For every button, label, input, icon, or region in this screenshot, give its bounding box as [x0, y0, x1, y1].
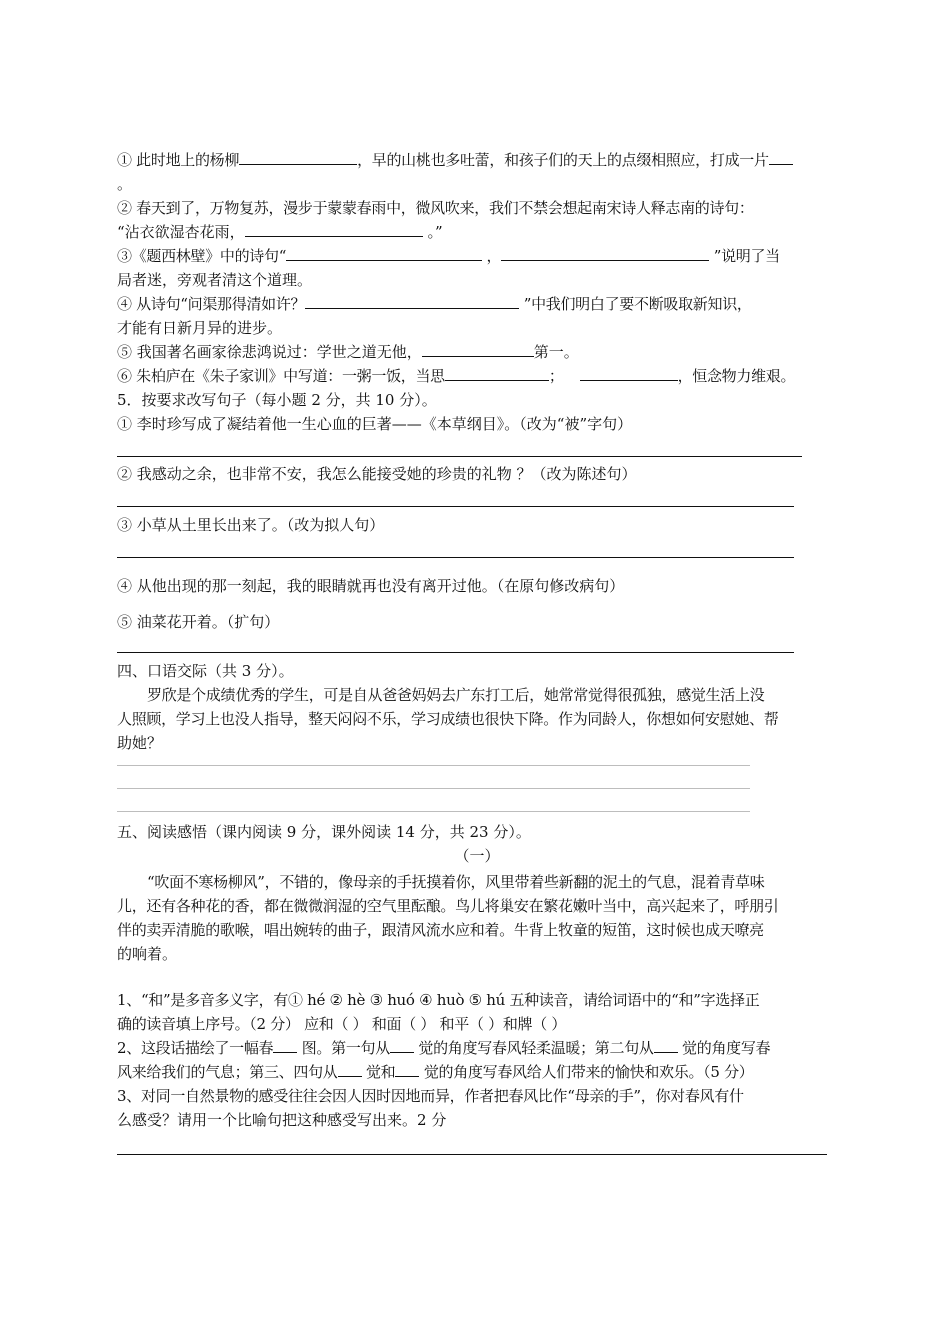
- oral-paragraph-1: 罗欣是个成绩优秀的学生，可是自从爸爸妈妈去广东打工后，她常常觉得很孤独，感觉生活上没: [147, 686, 765, 704]
- answer-line-s2[interactable]: [117, 506, 794, 507]
- reading-paragraph-1: “吹面不寒杨柳风”，不错的，像母亲的手抚摸着你，风里带着些新翻的泥土的气息，混着青草味: [147, 873, 765, 891]
- fill-q2-line-2: [117, 220, 837, 244]
- fill-q6-line: [117, 364, 837, 388]
- fill-q2-end: 。”: [422, 223, 443, 241]
- reading-q2-text-6: 觉和: [361, 1063, 396, 1081]
- blank-q2-poem[interactable]: [245, 222, 423, 237]
- blank-q6-b[interactable]: [580, 366, 678, 381]
- blank-r2-sense-1[interactable]: [390, 1038, 414, 1053]
- oral-answer-line-3[interactable]: [117, 811, 750, 812]
- fill-q3-text-3: 局者迷，旁观者清这个道理。: [117, 271, 313, 289]
- answer-line-s5[interactable]: [117, 652, 794, 653]
- fill-q2-text: ② 春天到了，万物复苏，漫步于蒙蒙春雨中，微风吹来，我们不禁会想起南宋诗人释志南的诗句：: [117, 199, 754, 217]
- fill-q3-line: [117, 244, 837, 268]
- rewrite-s5: ⑤ 油菜花开着。（扩句）: [117, 613, 280, 631]
- reading-q1-line-1: 1、“和”是多音多义字，有① hé ② hè ③ huó ④ huò ⑤ hú 五种读音，请给词语中的“和”字选择正: [117, 991, 760, 1009]
- fill-q1-period: 。: [117, 175, 133, 193]
- reading-section-number: （一）: [454, 847, 500, 865]
- blank-q4-verse[interactable]: [305, 294, 519, 309]
- reading-q2-text-4: 觉的角度写春: [677, 1039, 771, 1057]
- fill-q5-line: [117, 340, 837, 364]
- answer-line-r3[interactable]: [117, 1154, 827, 1155]
- reading-q3-line-2: 么感受？请用一个比喻句把这种感受写出来。2 分: [117, 1111, 447, 1129]
- fill-q3-line-2: [117, 268, 837, 292]
- reading-q2-text-2: 图。第一句从: [297, 1039, 390, 1057]
- reading-q2-line-2: [117, 1060, 837, 1084]
- reading-q2-text-5: 风来给我们的气息；第三、四句从: [117, 1063, 338, 1081]
- fill-q2-line: [117, 196, 837, 220]
- blank-q1-willow[interactable]: [239, 150, 357, 165]
- reading-q2-line-1: [117, 1036, 837, 1060]
- blank-r2-sense-2[interactable]: [654, 1038, 678, 1053]
- reading-paragraph-4: 的响着。: [117, 945, 178, 963]
- fill-q1-text: ① 此时地上的杨柳: [117, 151, 240, 169]
- blank-r2-season[interactable]: [273, 1038, 297, 1053]
- rewrite-s2: ② 我感动之余，也非常不安，我怎么能接受她的珍贵的礼物 ？（改为陈述句）: [117, 465, 637, 483]
- blank-q1-end[interactable]: [769, 150, 793, 165]
- fill-q3-text: ③《题西林壁》中的诗句“: [117, 247, 287, 265]
- fill-q5-text: ⑤ 我国著名画家徐悲鸿说过：学世之道无他，: [117, 343, 422, 361]
- fill-q6-text: ⑥ 朱柏庐在《朱子家训》中写道：一粥一饭，当思: [117, 367, 445, 385]
- reading-paragraph-2: 儿，还有各种花的香，都在微微润湿的空气里酝酿。鸟儿将巢安在繁花嫩叶当中，高兴起来了，呼朋引: [117, 897, 779, 915]
- reading-q3-line-1: 3、对同一自然景物的感受往往会因人因时因地而异，作者把春风比作“母亲的手”，你对春风有什: [117, 1087, 744, 1105]
- reading-q2-text-7: 觉的角度写春风给人们带来的愉快和欢乐。（5 分）: [419, 1063, 754, 1081]
- oral-paragraph-3: 助她？: [117, 734, 163, 752]
- reading-q1-line-2: 确的读音填上序号。（2 分） 应和（ ） 和面（ ） 和平（ ）和牌（ ）: [117, 1015, 567, 1033]
- fill-q6-text-2: ，恒念物力维艰。: [677, 367, 796, 385]
- blank-q6-a[interactable]: [445, 366, 549, 381]
- exam-page: [117, 148, 837, 1155]
- fill-q4-line-2: [117, 316, 837, 340]
- reading-q2-text: 2、这段话描绘了一幅春: [117, 1039, 274, 1057]
- oral-heading: 四、口语交际（共 3 分）。: [117, 662, 294, 680]
- blank-q3-verse-1[interactable]: [286, 246, 482, 261]
- reading-q2-text-3: 觉的角度写春风轻柔温暖；第二句从: [413, 1039, 654, 1057]
- fill-q6-semicolon: ；: [548, 367, 564, 385]
- fill-q4-text-2: ”中我们明白了要不断吸取新知识，: [519, 295, 752, 313]
- blank-r2-sense-3[interactable]: [338, 1062, 362, 1077]
- fill-q1-line: [117, 148, 837, 172]
- answer-line-s3[interactable]: [117, 557, 794, 558]
- reading-heading: 五、阅读感悟（课内阅读 9 分，课外阅读 14 分，共 23 分）。: [117, 823, 531, 841]
- rewrite-s1: ① 李时珍写成了凝结着他一生心血的巨著——《本草纲目》。（改为“被”字句）: [117, 415, 633, 433]
- oral-answer-line-1[interactable]: [117, 765, 750, 766]
- blank-q5[interactable]: [422, 342, 534, 357]
- fill-q3-comma: ，: [482, 247, 502, 265]
- answer-line-s1[interactable]: [117, 456, 802, 457]
- oral-paragraph-2: 人照顾，学习上也没人指导，整天闷闷不乐，学习成绩也很快下降。作为同龄人，你想如何安慰她、帮: [117, 710, 779, 728]
- fill-q3-text-2: ”说明了当: [709, 247, 780, 265]
- fill-q4-line: [117, 292, 837, 316]
- rewrite-s4: ④ 从他出现的那一刻起，我的眼睛就再也没有离开过他。（在原句修改病句）: [117, 577, 625, 595]
- reading-paragraph-3: 伴的卖弄清脆的歌喉，唱出婉转的曲子，跟清风流水应和着。牛背上牧童的短笛，这时候也成天嘹亮: [117, 921, 764, 939]
- blank-r2-sense-4[interactable]: [395, 1062, 419, 1077]
- fill-q4-text-3: 才能有日新月异的进步。: [117, 319, 283, 337]
- oral-answer-line-2[interactable]: [117, 788, 750, 789]
- rewrite-s3: ③ 小草从土里长出来了。（改为拟人句）: [117, 516, 385, 534]
- fill-q4-text: ④ 从诗句“问渠那得清如许？: [117, 295, 306, 313]
- fill-q2-quote: “沾衣欲湿杏花雨，: [117, 223, 245, 241]
- rewrite-heading: 5．按要求改写句子（每小题 2 分，共 10 分）。: [117, 391, 437, 409]
- fill-q5-text-2: 第一。: [533, 343, 579, 361]
- fill-q1-text-2: ，早的山桃也多吐蕾，和孩子们的天上的点缀相照应，打成一片: [357, 151, 769, 169]
- blank-q3-verse-2[interactable]: [501, 246, 709, 261]
- fill-q1-cont: [117, 172, 837, 196]
